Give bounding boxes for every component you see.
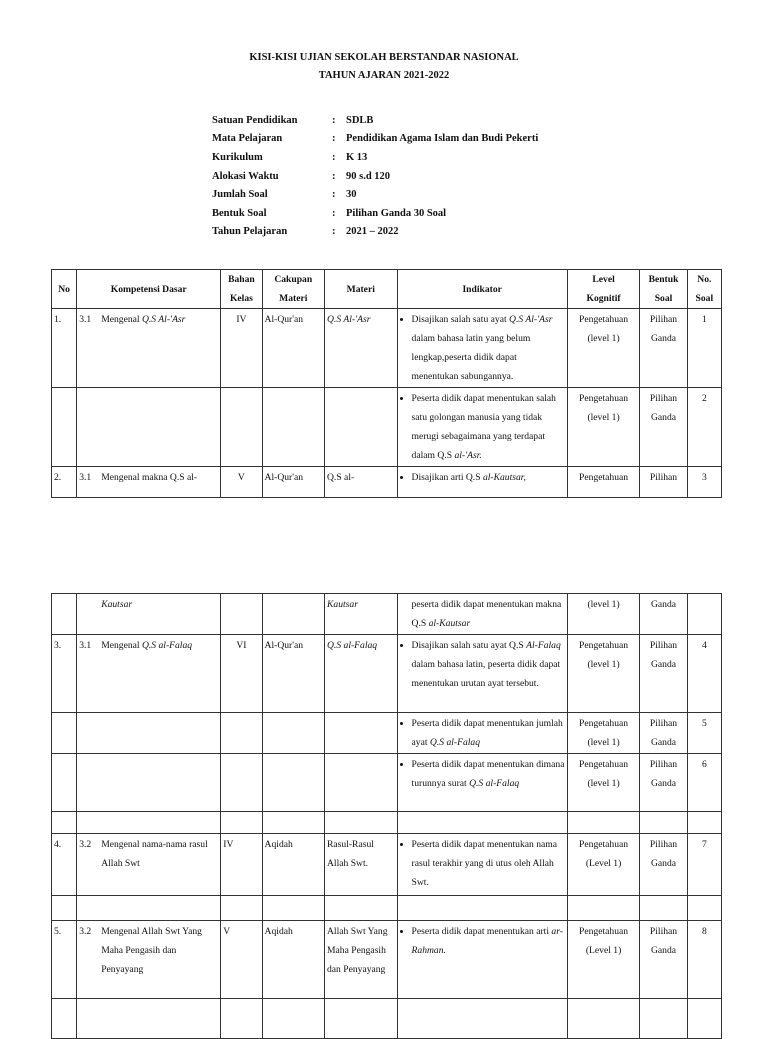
cell-cakupan (262, 388, 324, 467)
meta-value: Pilihan Ganda 30 Soal (346, 207, 447, 219)
kd-text: Mengenal makna Q.S al- (101, 472, 198, 483)
meta-colon: : (332, 133, 336, 145)
header-no: No (52, 270, 77, 309)
cell-bentuk: Pilihan Ganda (640, 754, 687, 812)
cell-indikator (397, 594, 567, 635)
cell-no-soal: 3 (687, 467, 721, 498)
meta-row (212, 111, 538, 130)
meta-value: 90 s.d 120 (346, 170, 391, 182)
meta-row (212, 204, 538, 223)
ind-part: Peserta didik dapat menentukan jumlah ayat (411, 718, 563, 748)
cell-no: 4. (52, 834, 77, 896)
cell-cakupan: Al-Qur'an (262, 467, 324, 498)
meta-label: Alokasi Waktu (212, 170, 279, 182)
indikator-item: • Peserta didik dapat menentukan nama rasul terakhir yang di utus oleh Allah Swt. (412, 835, 565, 892)
table-row (52, 812, 722, 834)
header-level-line1: Level (592, 274, 615, 285)
materi-italic: Kautsar (327, 599, 358, 610)
cell-no (52, 388, 77, 467)
cell-bentuk: Pilihan Ganda (640, 834, 687, 896)
cell-level: Pengetahuan (Level 1) (567, 834, 640, 896)
cell-indikator (397, 467, 567, 498)
kd-text: Mengenal Allah Swt Yang Maha Pengasih dan Penyayang (101, 926, 202, 975)
table-row (52, 309, 722, 388)
kd-text (101, 636, 218, 655)
meta-label: Satuan Pendidikan (212, 114, 298, 126)
meta-label: Bentuk Soal (212, 207, 267, 219)
ind-part: Peserta didik dapat menentukan dimana turunnya surat (411, 759, 565, 789)
ind-italic: al-'Asr. (454, 450, 482, 461)
cell-level: Pengetahuan (Level 1) (567, 921, 640, 999)
meta-value: Pendidikan Agama Islam dan Budi Pekerti (346, 133, 539, 145)
cell-materi: Allah Swt Yang Maha Pengasih dan Penyayang (325, 921, 398, 999)
document-metadata (212, 111, 538, 241)
cell-cakupan (262, 594, 324, 635)
cell-materi (325, 388, 398, 467)
header-nosoal-line2: Soal (695, 293, 714, 304)
table-row (52, 635, 722, 713)
cell-kd (77, 594, 221, 635)
ind-italic: al-Kautsar (428, 618, 471, 629)
cell-no-soal: 6 (687, 754, 721, 812)
cell-kd (77, 713, 221, 754)
meta-colon: : (332, 170, 336, 182)
cell-bentuk: Pilihan Ganda (640, 713, 687, 754)
cell-materi: Rasul-Rasul Allah Swt. (325, 834, 398, 896)
ind-part: dalam bahasa latin, peserta didik dapat menentukan urutan ayat tersebut. (411, 659, 561, 689)
header-bentuk-soal (640, 270, 687, 309)
cell-no-soal: 7 (687, 834, 721, 896)
cell-cakupan: Aqidah (262, 921, 324, 999)
cell-no-soal: 1 (687, 309, 721, 388)
cell-indikator (397, 309, 567, 388)
cell-level: Pengetahuan (567, 467, 640, 498)
ind-part: Disajikan arti Q.S (411, 472, 483, 483)
cell-no-soal: 8 (687, 921, 721, 999)
cell-indikator (397, 388, 567, 467)
cell-materi (325, 309, 398, 388)
cell-level: Pengetahuan (level 1) (567, 635, 640, 713)
kd-text: Mengenal nama-nama rasul Allah Swt (101, 839, 208, 869)
cell-indikator (397, 754, 567, 812)
table-row (52, 388, 722, 467)
cell-kd (77, 388, 221, 467)
cell-no-soal: 5 (687, 713, 721, 754)
meta-value: 2021 – 2022 (346, 226, 399, 238)
kisi-kisi-table-page-1 (51, 269, 722, 498)
ind-part: Peserta didik dapat menentukan salah satu golongan manusia yang tidak merugi sebagaimana yang terdapat dalam Q.S (411, 393, 556, 461)
meta-colon: : (332, 226, 336, 238)
kd-number: 3.1 (79, 314, 92, 325)
header-kompetensi-dasar: Kompetensi Dasar (77, 270, 221, 309)
materi-italic: Q.S Al-'Asr (327, 314, 371, 325)
header-indikator: Indikator (397, 270, 567, 309)
header-cakupan-line2: Materi (279, 293, 308, 304)
header-bahan-kelas-line1: Bahan (228, 274, 255, 285)
cell-kelas (221, 594, 262, 635)
ind-italic: ar-Rahman. (411, 926, 563, 956)
meta-row (212, 167, 538, 186)
cell-kelas: IV (221, 309, 262, 388)
ind-italic: Q.S al-Falaq (469, 778, 520, 789)
table-row (52, 594, 722, 635)
header-bentuk-line2: Soal (654, 293, 673, 304)
ind-part: Disajikan salah satu ayat (411, 314, 510, 325)
cell-materi (325, 754, 398, 812)
cell-kelas (221, 754, 262, 812)
cell-cakupan: Al-Qur'an (262, 635, 324, 713)
header-no-soal (687, 270, 721, 309)
document-subtitle: TAHUN AJARAN 2021-2022 (318, 70, 450, 81)
cell-level: Pengetahuan (level 1) (567, 309, 640, 388)
cell-cakupan (262, 713, 324, 754)
ind-part: dalam bahasa latin yang belum lengkap,peserta didik dapat menentukan sabungannya. (411, 333, 531, 382)
cell-bentuk: Pilihan Ganda (640, 388, 687, 467)
kd-number: 3.1 (79, 472, 92, 483)
indikator-item (412, 922, 565, 960)
ind-part: Peserta didik dapat menentukan arti (411, 926, 552, 937)
indikator-item (412, 468, 565, 487)
cell-kelas: V (221, 921, 262, 999)
cell-no: 2. (52, 467, 77, 498)
meta-colon: : (332, 189, 336, 201)
cell-level: (level 1) (567, 594, 640, 635)
meta-value: 30 (346, 189, 357, 201)
indikator-item (412, 714, 565, 752)
cell-cakupan: Al-Qur'an (262, 309, 324, 388)
cell-indikator (397, 713, 567, 754)
cell-kd (77, 834, 221, 896)
meta-row (212, 148, 538, 167)
indikator-item (412, 636, 565, 693)
table-row (52, 999, 722, 1039)
ind-italic: Q.S Al-'Asr (509, 314, 553, 325)
header-cakupan-line1: Cakupan (274, 274, 313, 285)
cell-cakupan (262, 754, 324, 812)
cell-level: Pengetahuan (level 1) (567, 713, 640, 754)
header-bentuk-line1: Bentuk (648, 274, 679, 285)
ind-part: Disajikan salah satu ayat Q.S (411, 640, 527, 651)
cell-bentuk: Pilihan Ganda (640, 635, 687, 713)
cell-bentuk: Pilihan Ganda (640, 921, 687, 999)
meta-label: Tahun Pelajaran (212, 226, 288, 238)
kd-text-part: Mengenal (101, 640, 142, 651)
cell-kelas (221, 713, 262, 754)
cell-cakupan: Aqidah (262, 834, 324, 896)
meta-label: Kurikulum (212, 151, 263, 163)
kd-text-italic: Q.S Al-'Asr (141, 314, 186, 325)
cell-kelas: VI (221, 635, 262, 713)
cell-kelas (221, 388, 262, 467)
cell-indikator (397, 635, 567, 713)
cell-kelas: V (221, 467, 262, 498)
header-bahan-kelas (221, 270, 262, 309)
cell-kelas: IV (221, 834, 262, 896)
cell-kd (77, 635, 221, 713)
cell-level: Pengetahuan (level 1) (567, 388, 640, 467)
ind-italic: Q.S al-Falaq (429, 737, 481, 748)
cell-materi: Q.S al- (325, 467, 398, 498)
kd-number: 3.2 (79, 839, 92, 850)
cell-bentuk: Ganda (640, 594, 687, 635)
cell-materi (325, 594, 398, 635)
cell-no-soal: 2 (687, 388, 721, 467)
meta-label: Mata Pelajaran (212, 133, 283, 145)
ind-italic: al-Kautsar, (482, 472, 526, 483)
ind-italic: Al-Falaq (526, 640, 561, 651)
kd-number: 3.2 (79, 926, 92, 937)
cell-no-soal (687, 594, 721, 635)
document-title: KISI-KISI UJIAN SEKOLAH BERSTANDAR NASIONAL (249, 52, 519, 63)
cell-materi (325, 635, 398, 713)
table-row (52, 896, 722, 921)
cell-level: Pengetahuan (level 1) (567, 754, 640, 812)
materi-italic: Q.S al-Falaq (327, 640, 378, 651)
kd-text (101, 310, 218, 329)
table-header-row (52, 270, 722, 309)
kd-number: 3.1 (79, 640, 92, 651)
cell-kd (77, 309, 221, 388)
cell-no-soal: 4 (687, 635, 721, 713)
table-row (52, 713, 722, 754)
indikator-item (412, 310, 565, 386)
cell-materi (325, 713, 398, 754)
meta-label: Jumlah Soal (212, 189, 268, 201)
meta-value: SDLB (346, 114, 374, 126)
table-row (52, 754, 722, 812)
cell-bentuk: Pilihan Ganda (640, 309, 687, 388)
indikator-item (412, 755, 565, 793)
header-cakupan-materi (262, 270, 324, 309)
cell-no (52, 754, 77, 812)
meta-value: K 13 (346, 151, 368, 163)
header-bahan-kelas-line2: Kelas (229, 293, 253, 304)
cell-no (52, 594, 77, 635)
cell-no: 1. (52, 309, 77, 388)
table-row (52, 834, 722, 896)
cell-no: 5. (52, 921, 77, 999)
cell-kd (77, 467, 221, 498)
cell-no: 3. (52, 635, 77, 713)
indikator-item (412, 389, 565, 465)
header-level-kognitif (567, 270, 640, 309)
cell-bentuk: Pilihan (640, 467, 687, 498)
meta-colon: : (332, 151, 336, 163)
meta-row (212, 223, 538, 242)
kd-text-part: Mengenal (101, 314, 142, 325)
meta-colon: : (332, 207, 336, 219)
kisi-kisi-table-page-2 (51, 593, 722, 1039)
meta-row (212, 185, 538, 204)
cell-kd (77, 754, 221, 812)
cell-indikator (397, 834, 567, 896)
table-row (52, 921, 722, 999)
meta-row (212, 130, 538, 149)
meta-colon: : (332, 114, 336, 126)
kd-text-italic: Kautsar (101, 599, 133, 610)
table-row (52, 467, 722, 498)
ind-part: peserta didik dapat menentukan makna Q.S (411, 599, 562, 629)
header-level-line2: Kognitif (586, 293, 621, 304)
kd-text-italic: Q.S al-Falaq (141, 640, 193, 651)
cell-kd (77, 921, 221, 999)
header-materi: Materi (325, 270, 398, 309)
cell-no (52, 713, 77, 754)
header-nosoal-line1: No. (697, 274, 712, 285)
cell-indikator (397, 921, 567, 999)
